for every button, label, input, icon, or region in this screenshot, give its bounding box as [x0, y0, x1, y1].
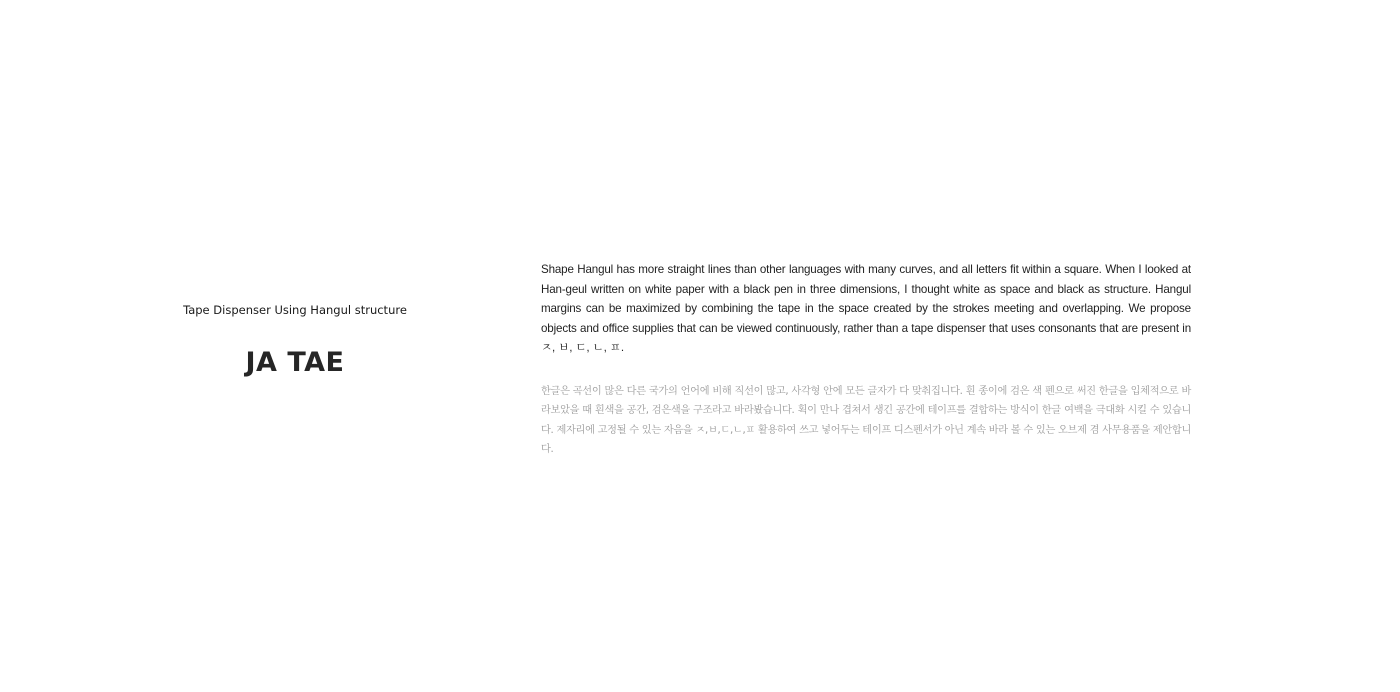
project-subtitle: Tape Dispenser Using Hangul structure — [183, 303, 407, 317]
project-header — [150, 300, 440, 380]
description-english: Shape Hangul has more straight lines than other languages with many curves, and all letters fit within a square. When I looked at Han-geul written on white paper with a black pen in three dimensions, I thought white as space and black as structure. Hangul margins can be maximized by combining the tape in the space created by the strokes meeting and overlapping. We propose objects and office supplies that can be viewed continuously, rather than a tape dispenser that uses consonants that are present in ㅈ, ㅂ, ㄷ, ㄴ, ㅍ. — [541, 263, 1191, 354]
description-korean: 한글은 곡선이 많은 다른 국가의 언어에 비해 직선이 많고, 사각형 안에 모든 글자가 다 맞춰집니다. 흰 종이에 검은 색 펜으로 써진 한글을 입체적으로 바라보았을 때 흰색을 공간, 검은색을 구조라고 바라봤습니다. 획이 만나 겹쳐서 생긴 공간에 테이프를 결합하는 방식이 한글 여백을 극대화 시킬 수 있습니다. 제자리에 고정될 수 있는 자음을 ㅈ,ㅂ,ㄷ,ㄴ,ㅍ 활용하여 쓰고 넣어두는 테이프 디스펜서가 아닌 계속 바라 볼 수 있는 오브제 겸 사무용품을 제안합니다. — [541, 385, 1191, 455]
project-description — [541, 260, 1191, 460]
project-title: JA TAE — [245, 347, 345, 378]
